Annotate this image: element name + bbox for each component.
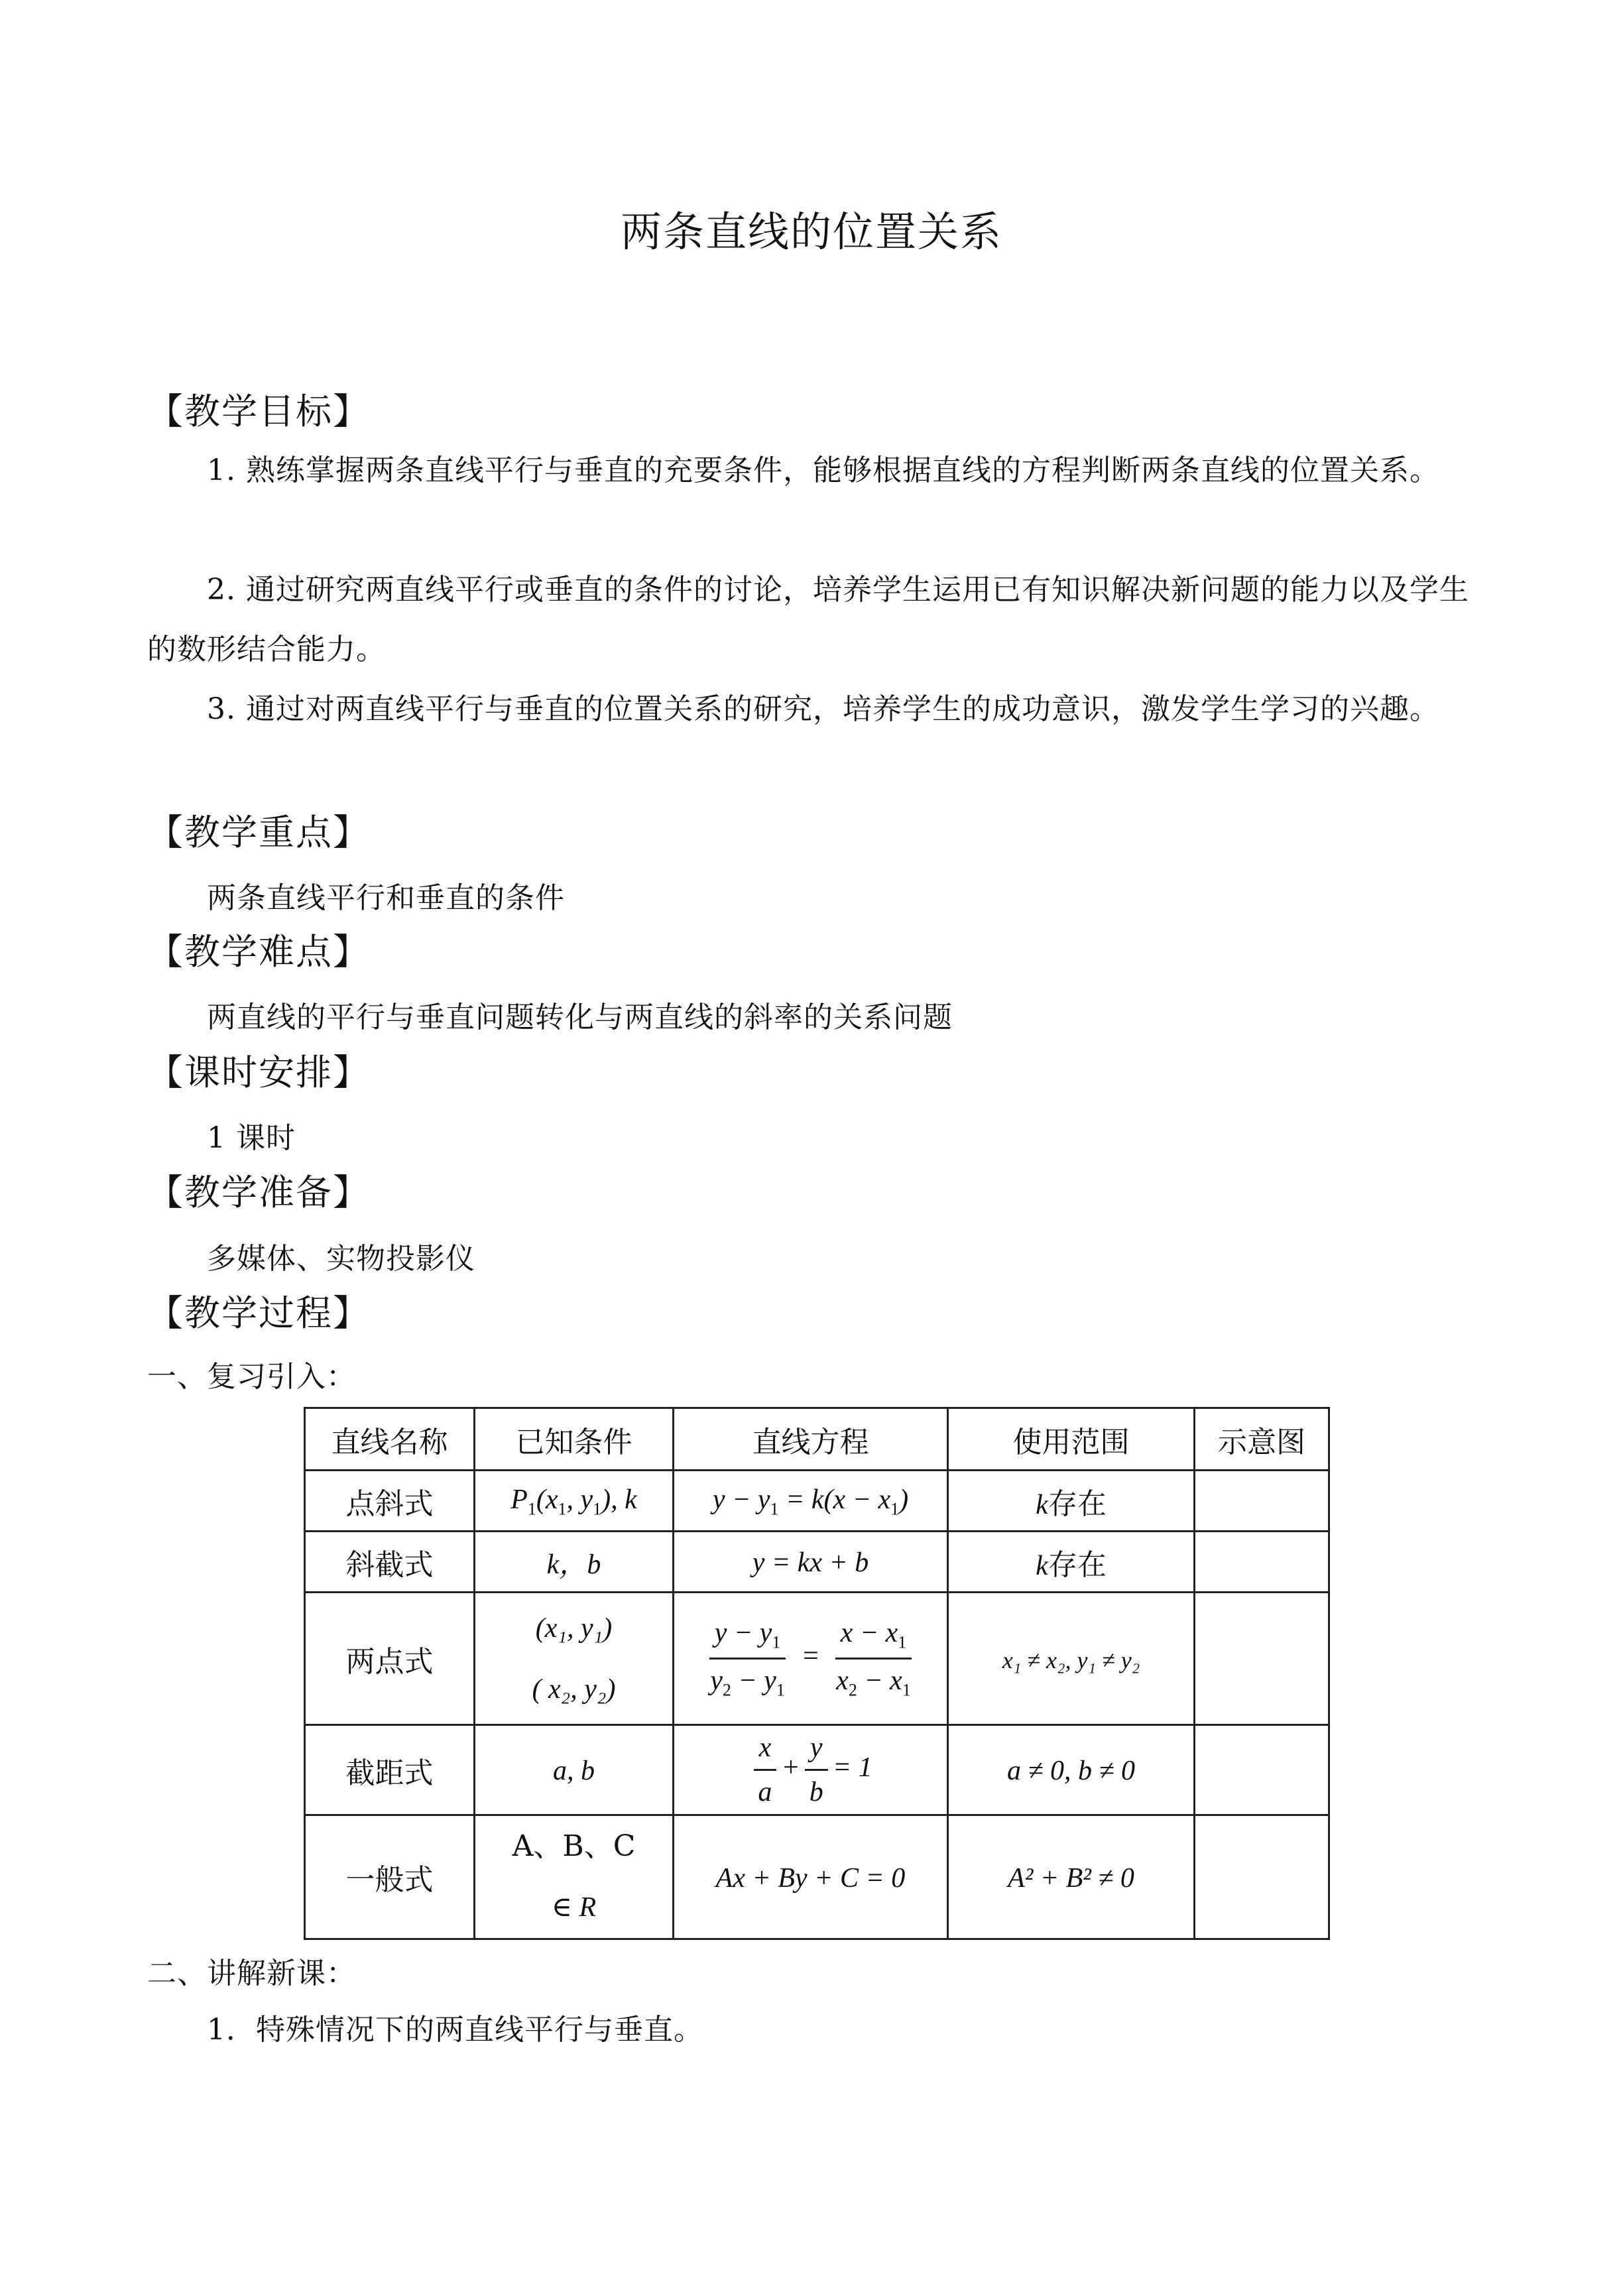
- form-name: 一般式: [305, 1815, 475, 1939]
- diagram-cell: [1195, 1471, 1329, 1532]
- header-cell: 直线方程: [674, 1408, 948, 1471]
- line-forms-table: [304, 1407, 1330, 1940]
- new-lesson-item-1: 1．特殊情况下的两直线平行与垂直。: [207, 2013, 703, 2047]
- difficulty-heading: 【教学难点】: [147, 931, 370, 973]
- diagram-cell: [1195, 1725, 1329, 1815]
- goals-heading: 【教学目标】: [147, 391, 370, 432]
- schedule-text: 1 课时: [207, 1121, 296, 1155]
- table-header-row: [305, 1408, 1329, 1471]
- goal-item-2: 2. 通过研究两直线平行或垂直的条件的讨论，培养学生运用已有知识解决新问题的能力以及学生的数形结合能力。: [147, 573, 1469, 666]
- header-cell: 使用范围: [948, 1408, 1195, 1471]
- new-lesson-label: 二、讲解新课：: [147, 1957, 356, 1990]
- goal-item-1: 1. 熟练掌握两条直线平行与垂直的充要条件，能够根据直线的方程判断两条直线的位置关系。: [207, 453, 1439, 487]
- usage-range: k存在: [948, 1471, 1195, 1532]
- schedule-heading: 【课时安排】: [147, 1052, 370, 1093]
- table-row: [305, 1471, 1329, 1532]
- key-point-heading: 【教学重点】: [147, 812, 370, 853]
- line-equation: y = kx + b: [674, 1532, 948, 1593]
- line-equation: Ax + By + C = 0: [674, 1815, 948, 1939]
- difficulty-text: 两直线的平行与垂直问题转化与两直线的斜率的关系问题: [207, 1000, 953, 1034]
- usage-range: k存在: [948, 1532, 1195, 1593]
- table-row: [305, 1532, 1329, 1593]
- known-condition: $P_1(x_1$, $y_1$), k: [475, 1471, 674, 1532]
- form-name: 点斜式: [305, 1471, 475, 1532]
- header-cell: 示意图: [1195, 1408, 1329, 1471]
- preparation-heading: 【教学准备】: [147, 1172, 370, 1213]
- usage-range: a ≠ 0, b ≠ 0: [948, 1725, 1195, 1815]
- key-point-text: 两条直线平行和垂直的条件: [207, 881, 565, 915]
- table-row: [305, 1815, 1329, 1939]
- known-condition: A、B、C ∈ R: [475, 1815, 674, 1939]
- goal-item-3: 3. 通过对两直线平行与垂直的位置关系的研究，培养学生的成功意识，激发学生学习的兴趣。: [207, 692, 1439, 726]
- preparation-text: 多媒体、实物投影仪: [207, 1242, 475, 1276]
- diagram-cell: [1195, 1815, 1329, 1939]
- line-equation: $\frac{y - y_1}{y_2 - y_1}$ = $\frac{x - x_1}{x_2 - x_1}$: [674, 1593, 948, 1725]
- line-equation: $y - y_1 = k(x - x_1)$: [674, 1471, 948, 1532]
- review-label: 一、复习引入：: [147, 1360, 356, 1394]
- usage-range: A² + B² ≠ 0: [948, 1815, 1195, 1939]
- form-name: 斜截式: [305, 1532, 475, 1593]
- form-name: 两点式: [305, 1593, 475, 1725]
- form-name: 截距式: [305, 1725, 475, 1815]
- known-condition: k，b: [475, 1532, 674, 1593]
- diagram-cell: [1195, 1593, 1329, 1725]
- line-equation: $\frac{x}{a}$ + $\frac{y}{b}$ = 1: [674, 1725, 948, 1815]
- known-condition: a, b: [475, 1725, 674, 1815]
- header-cell: 已知条件: [475, 1408, 674, 1471]
- table-row: [305, 1593, 1329, 1725]
- diagram-cell: [1195, 1532, 1329, 1593]
- table-row: [305, 1725, 1329, 1815]
- known-condition: (x₁, y₁) ( x₂, y₂): [475, 1593, 674, 1725]
- page-title: 两条直线的位置关系: [620, 208, 1002, 256]
- process-heading: 【教学过程】: [147, 1292, 370, 1334]
- usage-range: x₁ ≠ x₂, y₁ ≠ y₂: [948, 1593, 1195, 1725]
- header-cell: 直线名称: [305, 1408, 475, 1471]
